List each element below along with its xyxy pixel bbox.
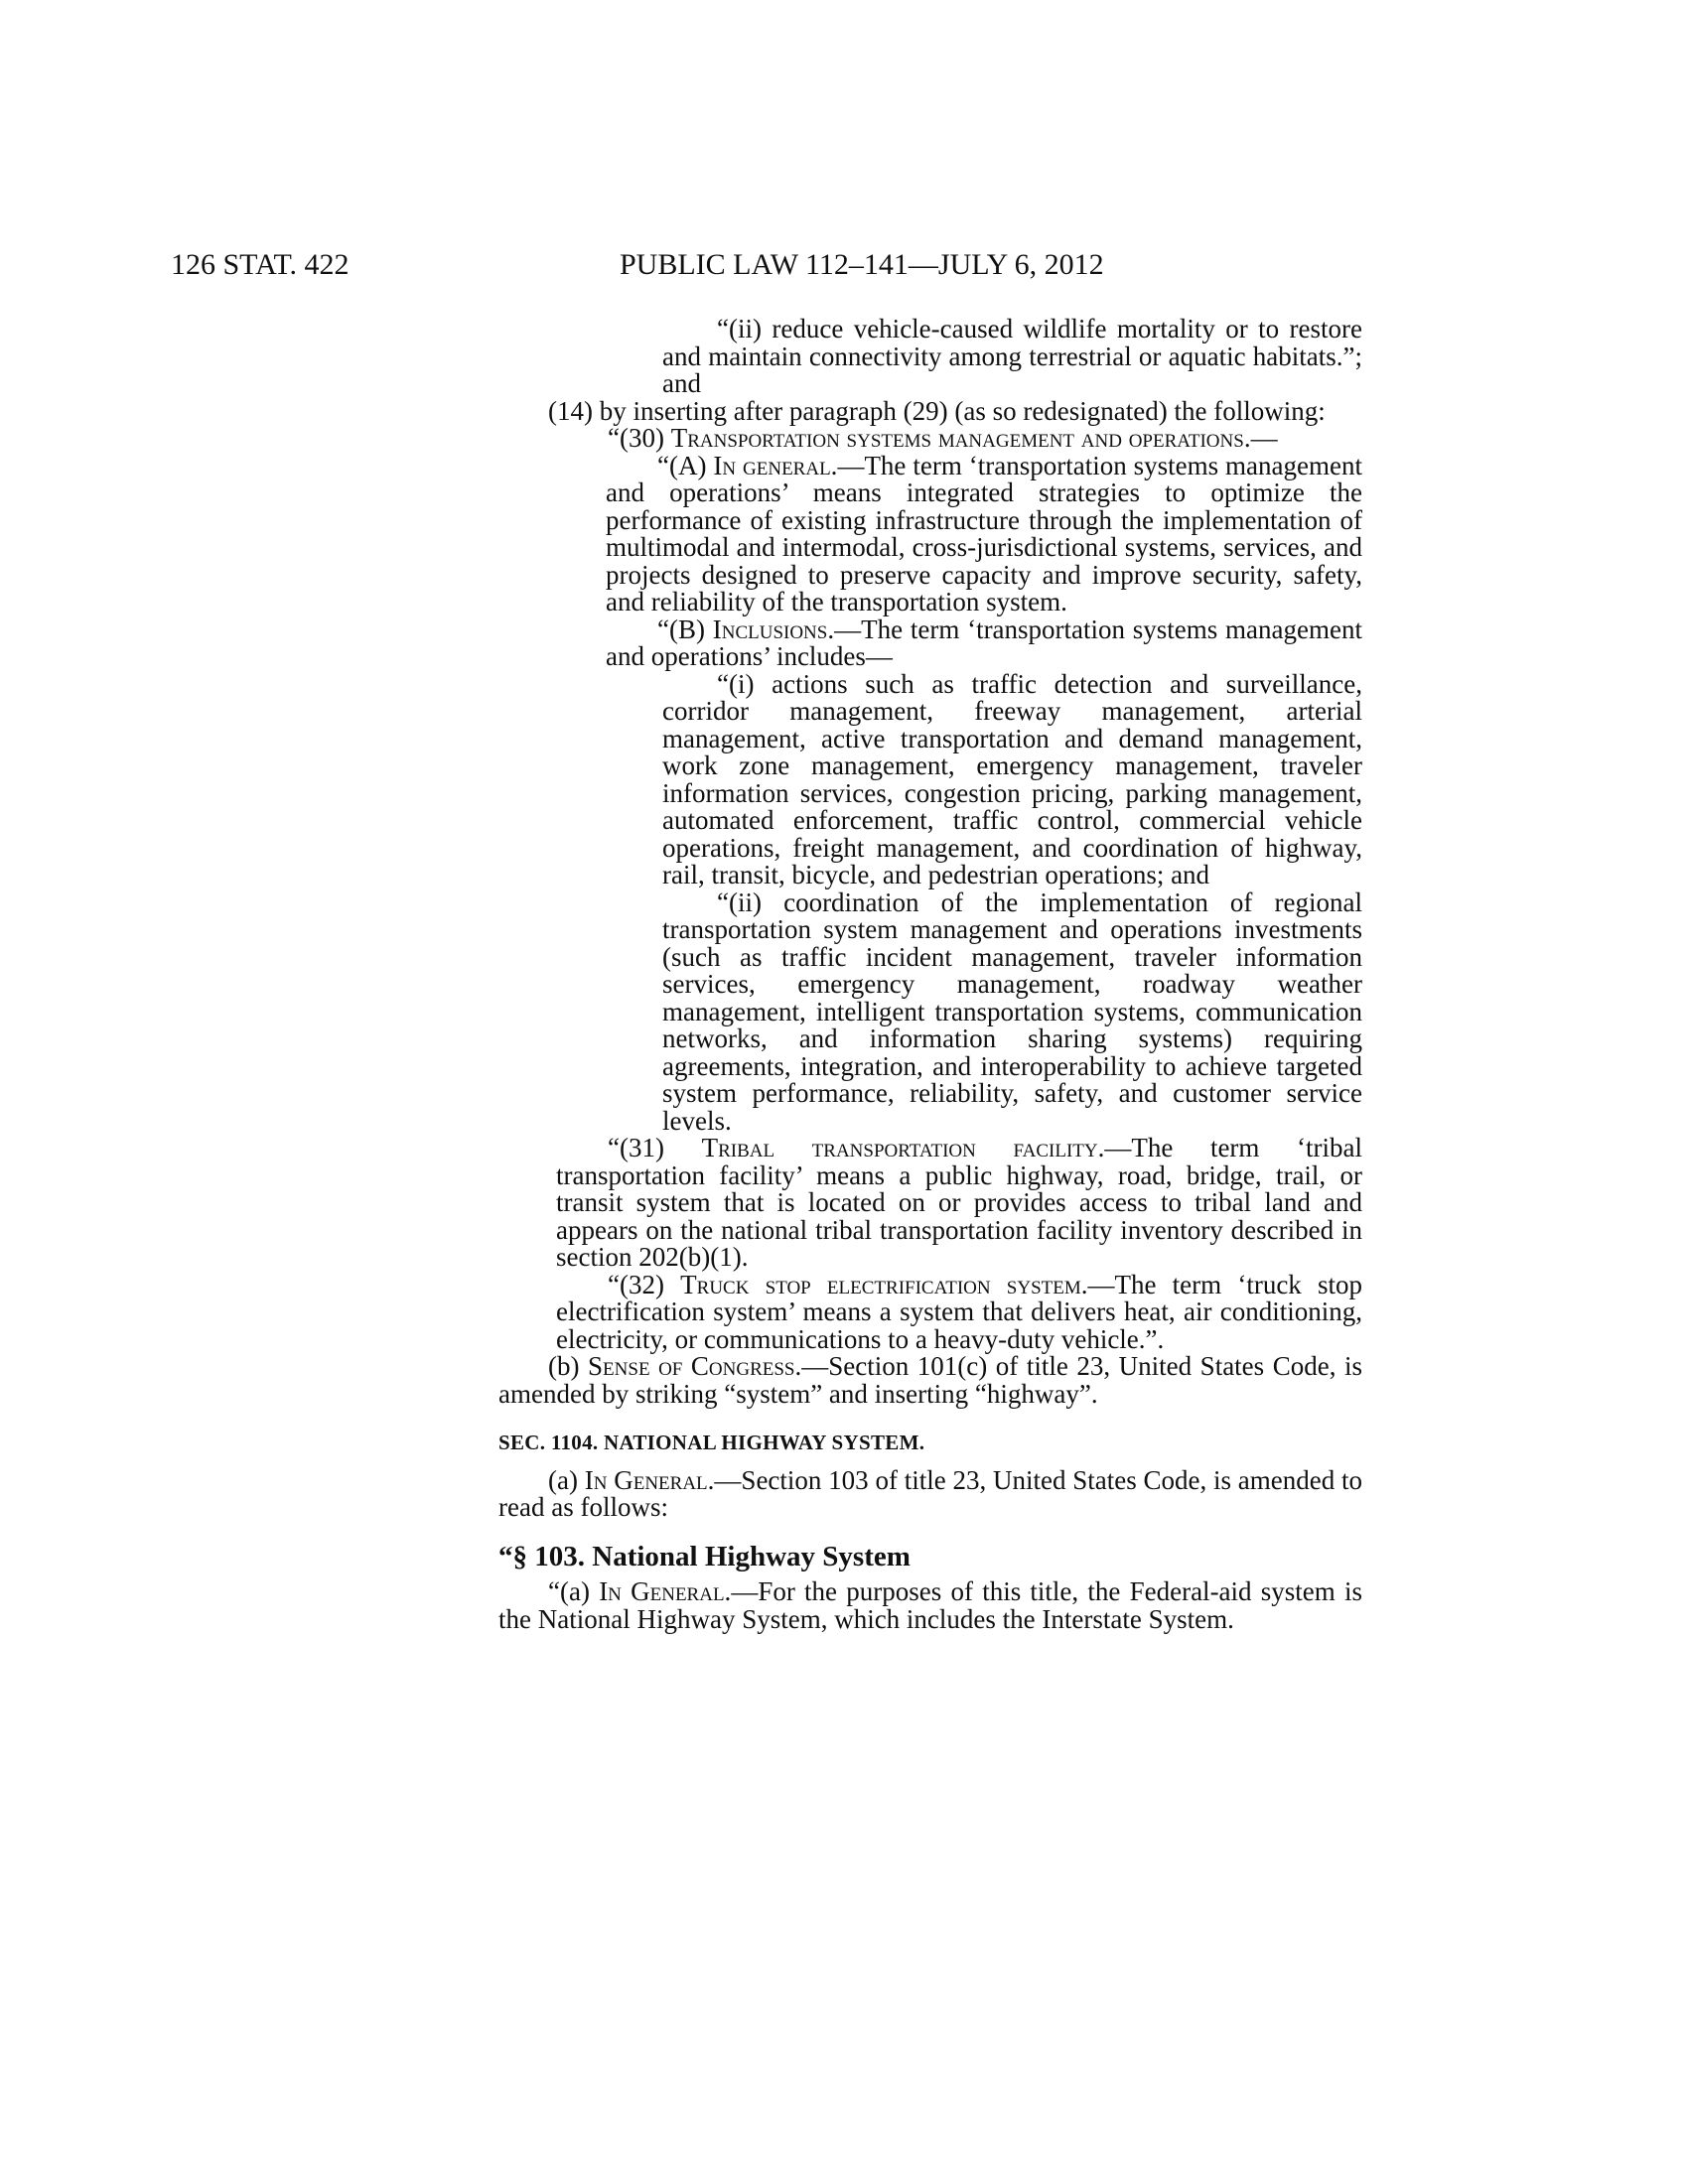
subparagraph-30-b: “(B) Inclusions.—The term ‘transportation systems management and operations’ includes— [606,614,1362,671]
public-law-title: PUBLIC LAW 112–141—JULY 6, 2012 [620,248,1104,281]
subsection-a: (a) In General.—Section 103 of title 23, United States Code, is amended to read as follows: [498,1464,1363,1522]
paragraph-32: “(32) Truck stop electrification system.—The term ‘truck stop electrification system’ means a system that delivers heat, air conditioning, electricity, or communications to a heavy-duty vehicle.”. [556,1269,1363,1354]
section-heading: SEC. 1104. NATIONAL HIGHWAY SYSTEM. [498,1431,925,1454]
statute-reference: 126 STAT. 422 [171,248,350,281]
section-103-subsection-a: “(a) In General.—For the purposes of this title, the Federal-aid system is the National Highway System, which includes the Interstate System. [498,1576,1363,1634]
page-header [0,248,1688,288]
clause-ii-wildlife: “(ii) reduce vehicle-caused wildlife mortality or to restore and maintain connectivity among terrestrial or aquatic habitats.”; and [662,314,1362,398]
clause-30-b-ii: “(ii) coordination of the implementation of regional transportation system management and operations investments (such as traffic incident management, traveler information services, emergency management, roadway weather management, intelligent transportation systems, communication networks, and information sharing systems) requiring agreements, integration, and interoperability to achieve targeted system performance, reliability, safety, and customer service levels. [662,887,1362,1136]
paragraph-31: “(31) Tribal transportation facility.—The term ‘tribal transportation facility’ means a public highway, road, bridge, trail, or transit system that is located on or provides access to tribal land and appears on the national tribal transportation facility inventory described in section 202(b)(1). [556,1133,1362,1272]
document-body [498,316,1362,1633]
clause-30-b-i: “(i) actions such as traffic detection and surveillance, corridor management, freeway management, arterial management, active transportation and demand management, work zone management, emergency management, traveler information services, congestion pricing, parking management, automated enforcement, traffic control, commercial vehicle operations, freight management, and coordination of highway, rail, transit, bicycle, and pedestrian operations; and [662,668,1362,889]
paragraph-14: (14) by inserting after paragraph (29) (as so redesignated) the following: [548,395,1326,426]
subsection-b: (b) Sense of Congress.—Section 101(c) of title 23, United States Code, is amended by striking “system” and inserting “highway”. [498,1351,1363,1409]
subparagraph-30-a: “(A) In general.—The term ‘transportation systems management and operations’ means integrated strategies to optimize the performance of existing infrastructure through the implementation of multimodal and intermodal, cross-jurisdictional systems, services, and projects designed to preserve capacity and improve security, safety, and reliability of the transportation system. [606,450,1362,616]
section-103-title: “§ 103. National Highway System [498,1540,911,1572]
paragraph-30: “(30) Transportation systems management and operations.— [608,423,1278,453]
